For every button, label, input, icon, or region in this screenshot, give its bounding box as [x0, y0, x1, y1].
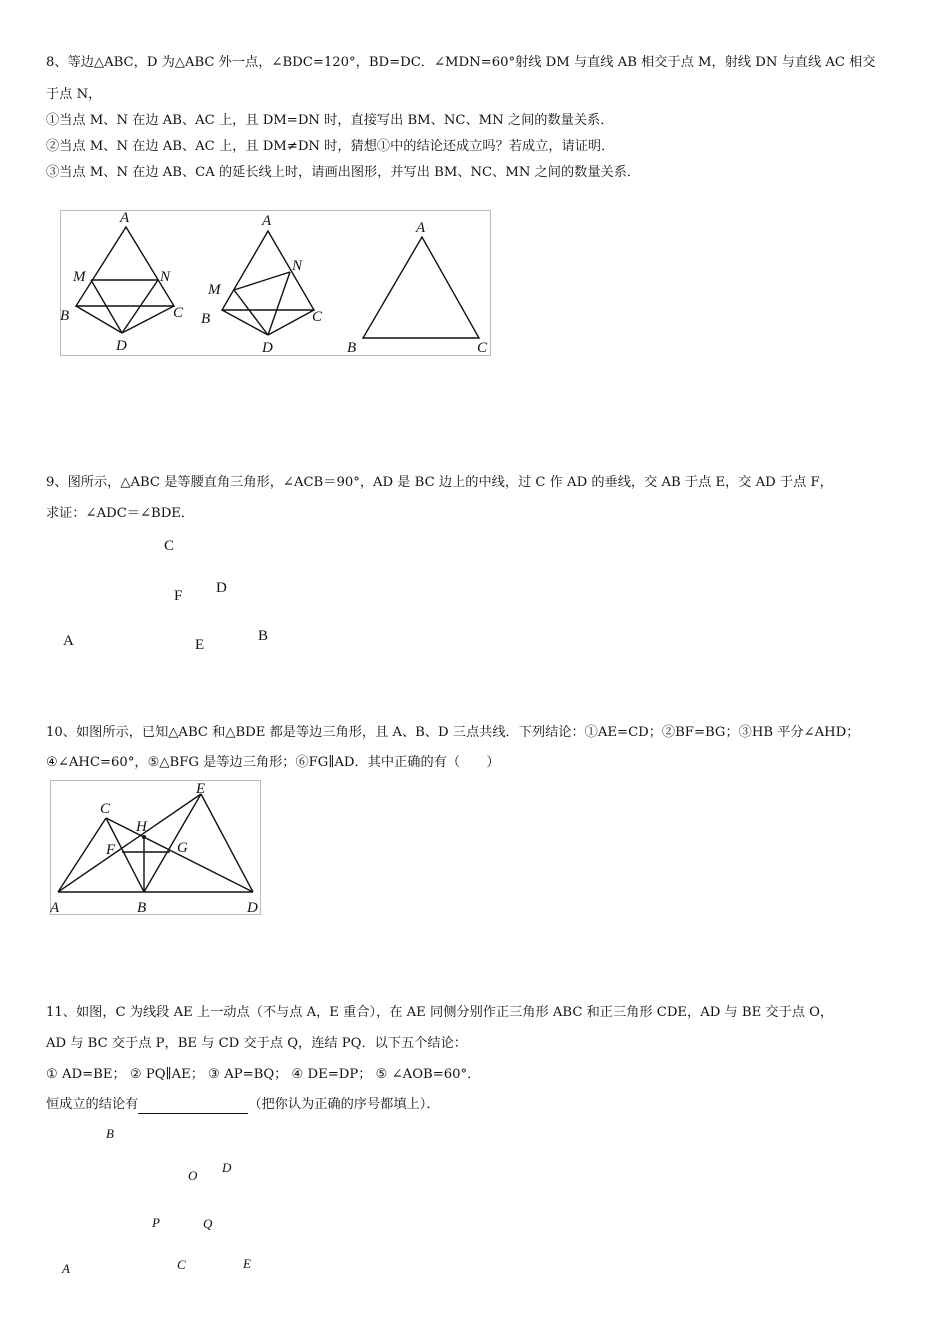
q11-label-O: O [188, 1168, 198, 1183]
q8-fig1-label-B: B [60, 308, 70, 324]
q11-answer-line [46, 1096, 910, 1114]
q8-figure-panel [60, 210, 492, 356]
q11-label-B: B [106, 1126, 114, 1141]
q11-label-Q: Q [203, 1216, 213, 1231]
q11-label-P: P [152, 1215, 160, 1230]
q11-text-line-2: AD 与 BC 交于点 P，BE 与 CD 交于点 Q，连结 PQ．以下五个结论： [46, 1036, 467, 1051]
q10-text-line-1: 10、如图所示，已知△ABC 和△BDE 都是等边三角形，且 A、B、D 三点共线．下列结论：①AE=CD；②BF=BG；③HB 平分∠AHD； [46, 725, 860, 740]
q10-label-A: A [50, 900, 60, 916]
q11-label-E: E [243, 1256, 251, 1271]
point-H [142, 835, 146, 839]
q9-text-line-1: 9、图所示，△ABC 是等腰直角三角形，∠ACB＝90°，AD 是 BC 边上的中线，过 C 作 AD 的垂线，交 AB 于点 E，交 AD 于点 F， [46, 475, 833, 490]
q8-fig2-label-M: M [208, 282, 221, 298]
q8-item-2: ②当点 M、N 在边 AB、AC 上，且 DM≠DN 时，猜想①中的结论还成立吗？若成立，请证明． [46, 139, 615, 154]
q8-figure-2 [222, 231, 314, 335]
q11-label-A: A [62, 1261, 70, 1276]
q8-text-line-1: 8、等边△ABC，D 为△ABC 外一点，∠BDC=120°，BD=DC．∠MDN=60°射线 DM 与直线 AB 相交于点 M，射线 DN 与直线 AC 相交 [46, 55, 876, 70]
q8-fig1-label-N: N [160, 269, 171, 285]
q11-text-line-1: 11、如图，C 为线段 AE 上一动点（不与点 A，E 重合），在 AE 同侧分别作正三角形 ABC 和正三角形 CDE，AD 与 BE 交于点 O， [46, 1005, 834, 1020]
q8-fig1-label-D: D [116, 338, 127, 354]
q9-label-C: C [164, 538, 175, 554]
q11-answer-suffix: （把你认为正确的序号都填上）． [248, 1097, 440, 1112]
q9-label-B: B [258, 628, 269, 644]
q10-text-line-2: ④∠AHC=60°，⑤△BFG 是等边三角形；⑥FG∥AD．其中正确的有（ ） [46, 755, 500, 770]
q8-fig1-label-A: A [120, 210, 130, 226]
q8-figure-3 [363, 237, 479, 338]
q8-fig3-label-B: B [347, 340, 357, 356]
q8-fig2-label-B: B [201, 311, 211, 327]
q10-label-G: G [177, 840, 188, 856]
q11-conclusions: ① AD=BE； ② PQ∥AE； ③ AP=BQ； ④ DE=DP； ⑤ ∠AOB=60°． [46, 1067, 481, 1082]
q10-label-C: C [100, 801, 111, 817]
q9-label-E: E [195, 637, 205, 653]
q10-label-D: D [247, 900, 258, 916]
q8-fig1-label-C: C [173, 305, 184, 321]
q11-label-D: D [222, 1160, 232, 1175]
q8-text-line-2: 于点 N， [46, 87, 102, 102]
q8-fig2-label-C: C [312, 309, 323, 325]
q10-label-E: E [196, 781, 206, 797]
q8-fig2-label-A: A [262, 213, 272, 229]
q10-label-B: B [137, 900, 147, 916]
q8-fig3-label-C: C [477, 340, 488, 356]
q8-fig3-label-A: A [416, 220, 426, 236]
figure-frame [61, 211, 491, 356]
q10-label-F: F [106, 842, 116, 858]
q8-fig1-label-M: M [73, 269, 86, 285]
q10-figure [50, 780, 262, 916]
q11-answer-blank[interactable] [138, 1099, 248, 1114]
q8-item-1: ①当点 M、N 在边 AB、AC 上，且 DM=DN 时，直接写出 BM、NC、MN 之间的数量关系． [46, 113, 614, 128]
q11-answer-prefix: 恒成立的结论有 [46, 1097, 139, 1112]
q9-label-F: F [174, 588, 183, 604]
q10-label-H: H [136, 819, 147, 835]
q9-label-D: D [216, 580, 227, 596]
q8-fig2-label-D: D [262, 340, 273, 356]
q11-label-C: C [177, 1257, 186, 1272]
q8-item-3: ③当点 M、N 在边 AB、CA 的延长线上时，请画出图形，并写出 BM、NC、MN 之间的数量关系． [46, 165, 641, 180]
q8-fig2-label-N: N [292, 258, 303, 274]
q9-label-A: A [63, 633, 74, 649]
q9-text-line-2: 求证：∠ADC＝∠BDE． [46, 506, 195, 521]
